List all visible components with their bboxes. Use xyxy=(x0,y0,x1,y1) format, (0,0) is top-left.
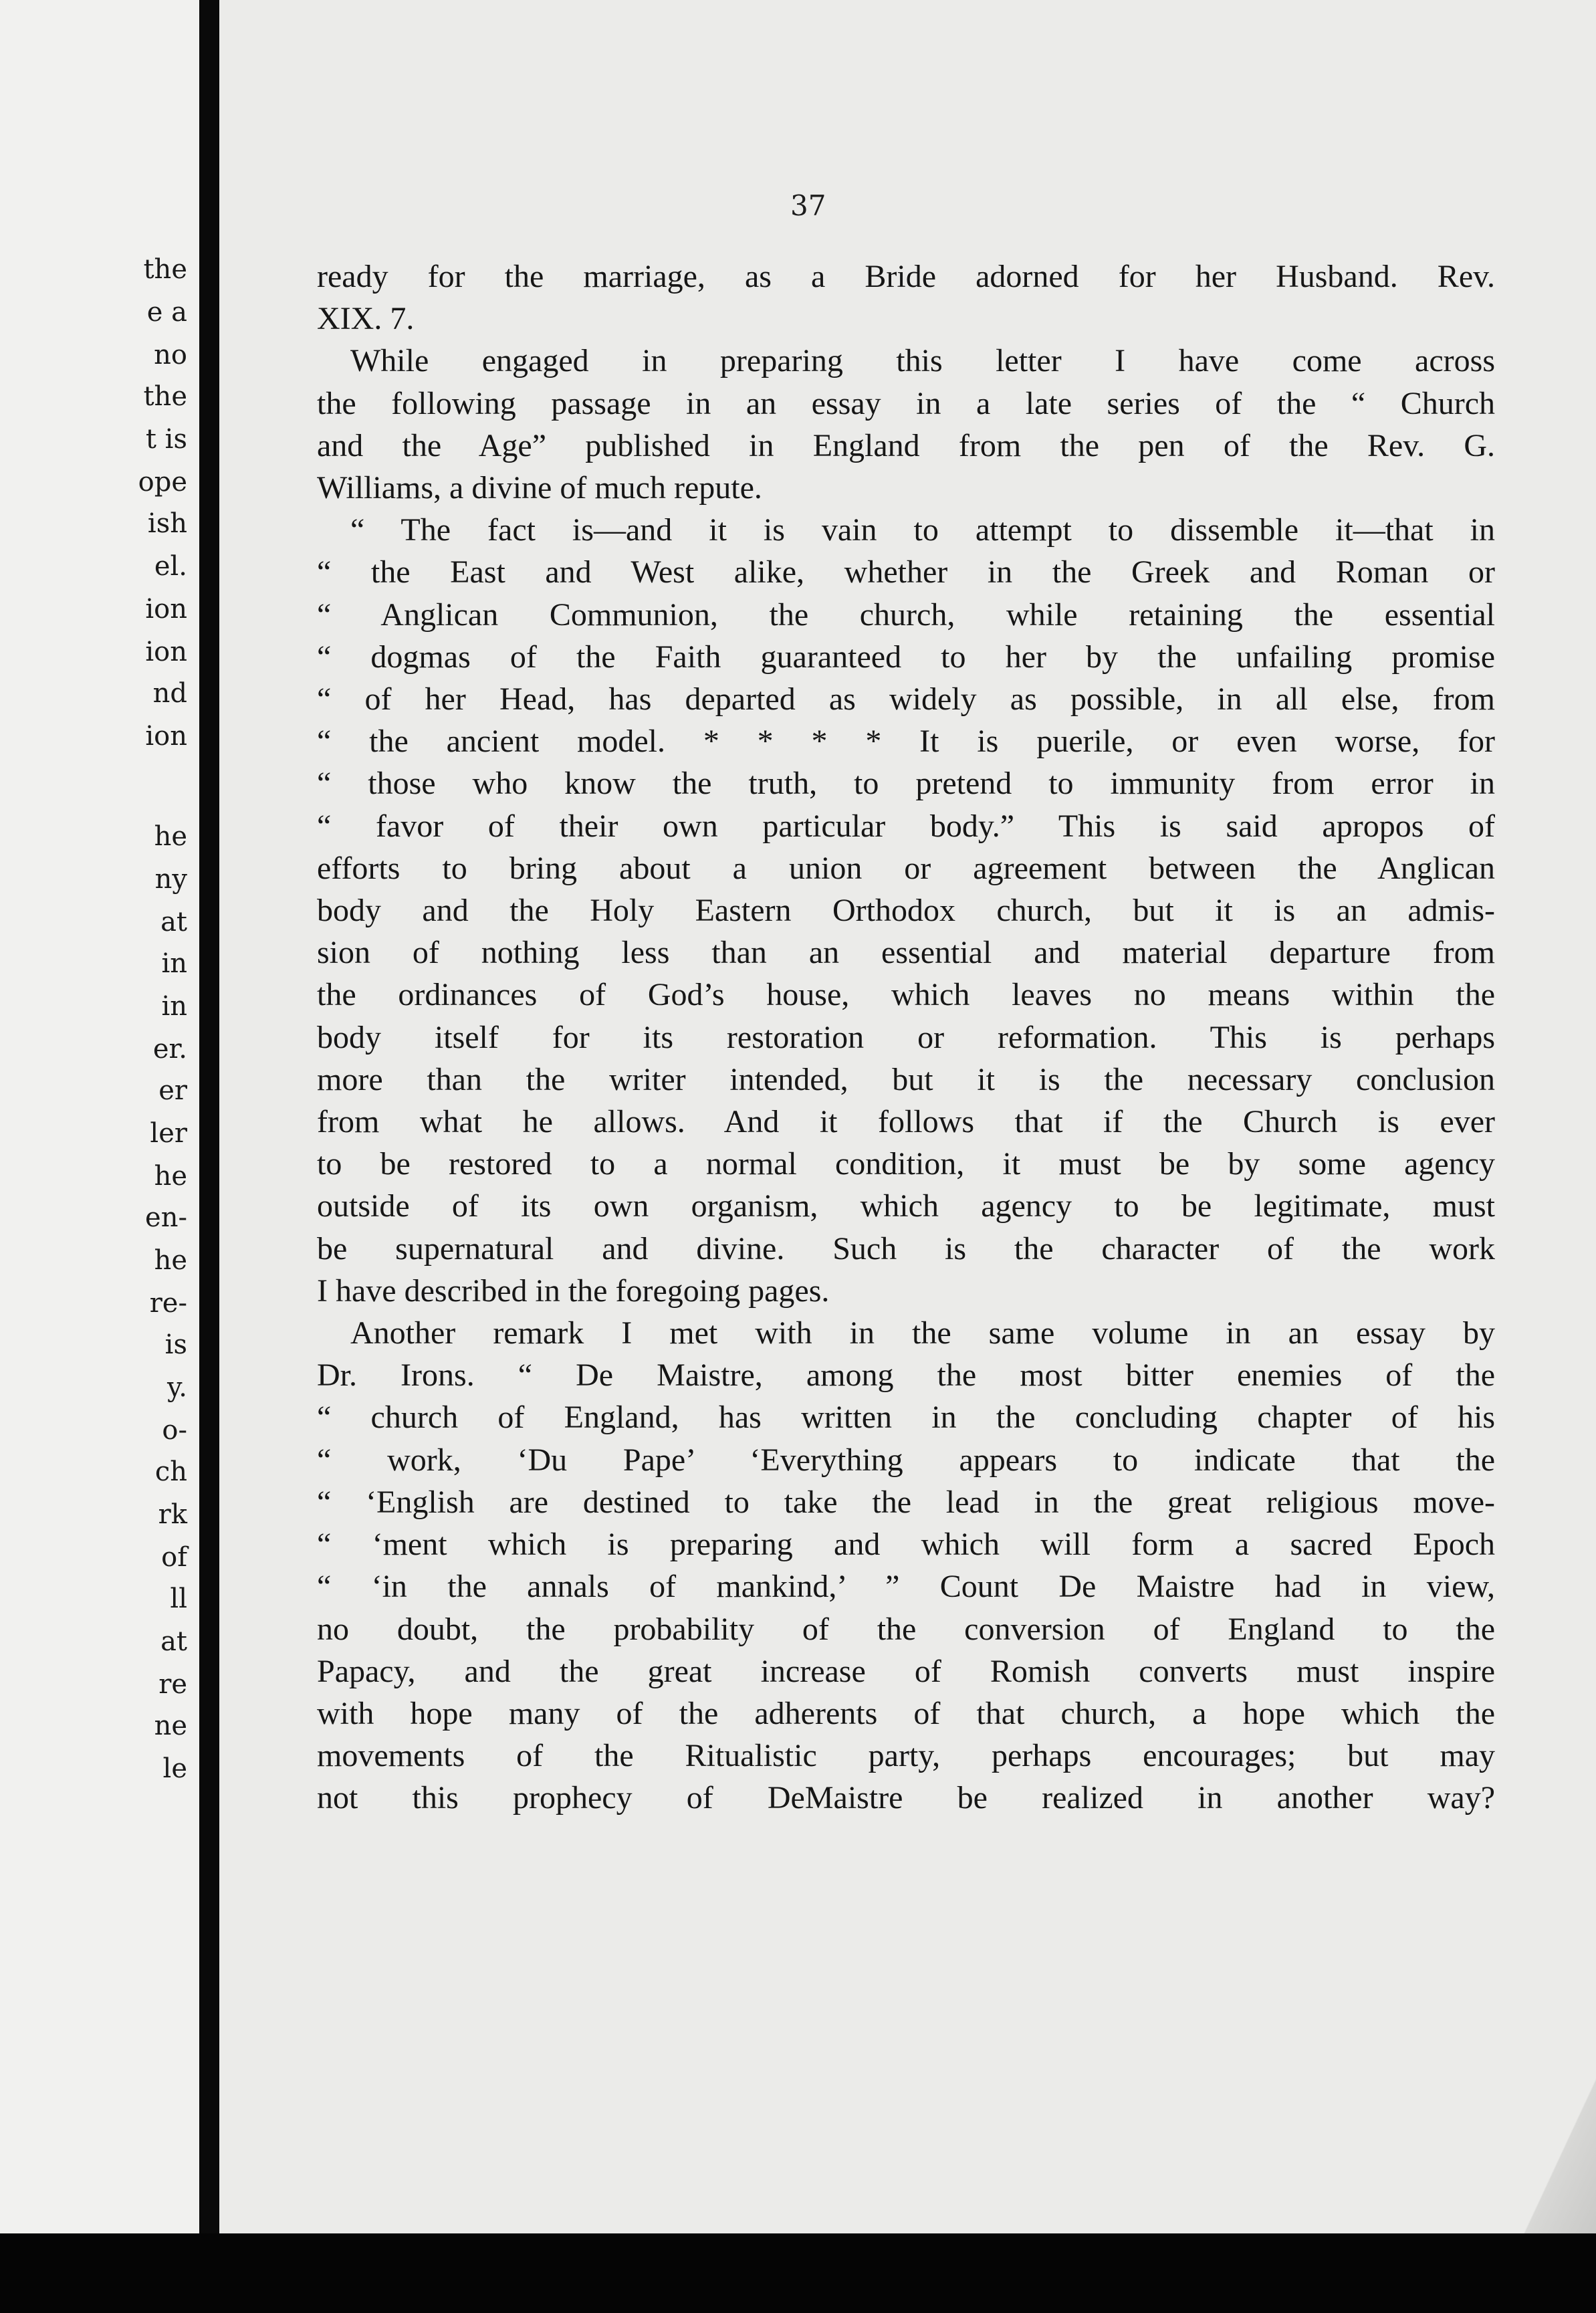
left-fragment: y. xyxy=(167,1372,187,1403)
text-line: I have described in the foregoing pages. xyxy=(317,1273,830,1309)
text-line: “ of her Head, has departed as widely as possible, in all else, from xyxy=(317,681,1495,718)
text-line: outside of its own organism, which agency to be legitimate, must xyxy=(317,1188,1495,1224)
text-line: more than the writer intended, but it is the necessary conclusion xyxy=(317,1061,1495,1097)
left-fragment: en- xyxy=(145,1202,187,1233)
left-fragment: t is xyxy=(145,424,187,455)
text-line: “ church of England, has written in the concluding chapter of his xyxy=(317,1400,1495,1436)
text-line: “ The fact is—and it is vain to attempt to dissemble it—that in xyxy=(350,512,1495,548)
left-fragment: at xyxy=(160,1626,187,1657)
left-fragment: he xyxy=(154,821,187,852)
text-line: and the Age” published in England from the pen of the Rev. G. xyxy=(317,427,1495,463)
text-line: movements of the Ritualistic party, perhaps encourages; but may xyxy=(317,1738,1495,1774)
left-fragment: is xyxy=(164,1329,187,1360)
text-line: not this prophecy of DeMaistre be realized in another way? xyxy=(317,1780,1495,1816)
text-line: to be restored to a normal condition, it must be by some agency xyxy=(317,1146,1495,1182)
text-line: efforts to bring about a union or agreement between the Anglican xyxy=(317,850,1495,886)
left-fragment: ll xyxy=(170,1583,187,1614)
text-line: “ the East and West alike, whether in the Greek and Roman or xyxy=(317,554,1495,590)
text-line: “ ‘ment which is preparing and which will form a sacred Epoch xyxy=(317,1527,1495,1563)
left-fragment: the xyxy=(143,254,187,285)
text-line: the following passage in an essay in a late series of the “ Church xyxy=(317,385,1495,421)
left-fragment: ish xyxy=(147,508,187,539)
left-fragment: ny xyxy=(154,864,187,895)
left-fragment: o- xyxy=(162,1415,187,1446)
text-line: “ ‘English are destined to take the lead in the great religious move- xyxy=(317,1484,1495,1520)
left-fragment: ch xyxy=(154,1456,187,1487)
left-fragment: in xyxy=(161,991,187,1022)
left-fragment: er. xyxy=(152,1034,187,1065)
text-line: be supernatural and divine. Such is the character of the work xyxy=(317,1230,1495,1266)
text-line: no doubt, the probability of the conversion of England to the xyxy=(317,1611,1495,1647)
text-line: Williams, a divine of much repute. xyxy=(317,470,762,506)
left-fragment: er xyxy=(158,1075,187,1106)
text-line: “ Anglican Communion, the church, while retaining the essential xyxy=(317,596,1495,633)
left-fragment: he xyxy=(154,1245,187,1276)
main-page xyxy=(219,0,1596,2233)
left-facing-page xyxy=(0,0,199,2233)
text-line: “ those who know the truth, to pretend to immunity from error in xyxy=(317,766,1495,802)
text-line: the ordinances of God’s house, which leaves no means within the xyxy=(317,977,1495,1013)
text-line: Another remark I met with in the same volume in an essay by xyxy=(350,1315,1495,1351)
body-text xyxy=(317,255,1495,1820)
left-fragment: re- xyxy=(149,1288,187,1319)
left-fragment: nd xyxy=(152,678,187,709)
text-line: “ ‘in the annals of mankind,’ ” Count De Maistre had in view, xyxy=(317,1569,1495,1605)
text-line: from what he allows. And it follows that if the Church is ever xyxy=(317,1104,1495,1140)
text-line: body and the Holy Eastern Orthodox church, but it is an admis- xyxy=(317,893,1495,929)
left-fragment: the xyxy=(143,381,187,412)
left-fragment: el. xyxy=(154,551,187,582)
text-line: Dr. Irons. “ De Maistre, among the most bitter enemies of the xyxy=(317,1357,1495,1394)
text-line: ready for the marriage, as a Bride adorned for her Husband. Rev. xyxy=(317,259,1495,294)
left-fragment: no xyxy=(154,340,187,370)
page-corner-curl xyxy=(1516,2060,1596,2233)
text-line: with hope many of the adherents of that church, a hope which the xyxy=(317,1695,1495,1731)
text-line: While engaged in preparing this letter I have come across xyxy=(350,343,1495,379)
page-gutter xyxy=(199,0,219,2233)
left-fragment: e a xyxy=(146,297,187,328)
left-fragment: ope xyxy=(138,467,187,498)
left-fragment: ler xyxy=(150,1118,187,1149)
text-line: Papacy, and the great increase of Romish converts must inspire xyxy=(317,1653,1495,1689)
left-fragment: ne xyxy=(154,1711,187,1741)
text-line: “ the ancient model. * * * * It is puerile, or even worse, for xyxy=(317,724,1495,760)
left-fragment: le xyxy=(162,1753,187,1784)
left-fragment: ion xyxy=(145,637,187,667)
text-line: “ dogmas of the Faith guaranteed to her by the unfailing promise xyxy=(317,639,1495,675)
left-fragment: of xyxy=(161,1542,187,1573)
text-line: “ work, ‘Du Pape’ ‘Everything appears to indicate that the xyxy=(317,1442,1495,1478)
left-fragment: in xyxy=(161,948,187,979)
left-fragment: rk xyxy=(158,1499,187,1530)
text-line: body itself for its restoration or reformation. This is perhaps xyxy=(317,1019,1495,1055)
left-fragment: ion xyxy=(145,594,187,625)
left-fragment: at xyxy=(160,907,187,938)
left-fragment: he xyxy=(154,1161,187,1192)
text-line: sion of nothing less than an essential and material departure from xyxy=(317,935,1495,971)
page-number: 37 xyxy=(790,189,826,222)
left-fragment: re xyxy=(158,1669,187,1700)
text-line: XIX. 7. xyxy=(317,301,415,337)
text-line: “ favor of their own particular body.” This is said apropos of xyxy=(317,808,1495,844)
left-fragment: ion xyxy=(145,721,187,752)
scan-bottom-border xyxy=(0,2233,1596,2313)
